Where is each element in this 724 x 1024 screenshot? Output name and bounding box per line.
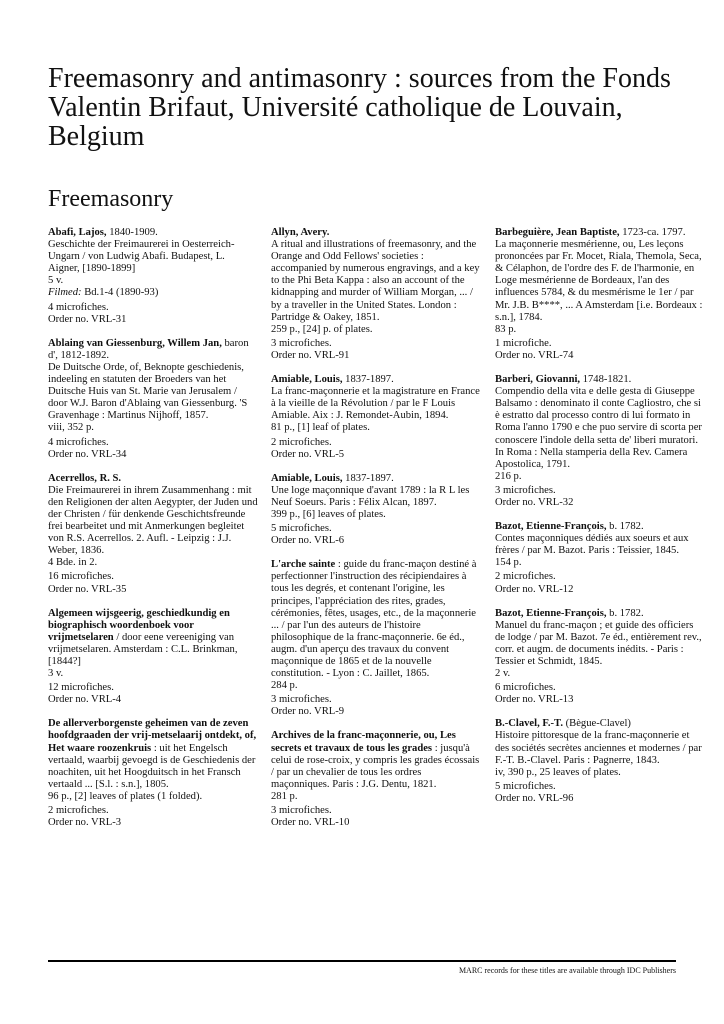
catalog-entry — [48, 718, 258, 829]
catalog-entry — [271, 473, 481, 548]
entry-heading — [271, 227, 481, 239]
entry-heading — [48, 338, 258, 362]
entry-microfiches: 6 microfiches. — [495, 682, 556, 694]
entry-microfiches: 4 microfiches. — [48, 301, 109, 313]
entry-author: Allyn, Avery. — [271, 227, 330, 238]
entry-description: La maçonnerie mesmérienne, ou, Les leçons prononcées par Fr. Mocet, Riala, Themola, Seca, & Célaphon, de l'ordre des F. de l'harmonie, en Loge mesmérienne de Bordeaux, l'an des influences 5784, & du mesmérisme le 1er / par Mr. J.B. B****, ... A Amsterdam [i.e. Bordeaux : s.n.], 1784. — [495, 239, 703, 323]
entry-heading — [495, 227, 705, 239]
section-heading: Freemasonry — [48, 186, 174, 212]
filmed-value: Bd.1-4 (1890-93) — [81, 287, 159, 299]
catalog-entry — [48, 473, 258, 596]
entry-order-number: Order no. VRL-96 — [495, 792, 574, 804]
entry-order-number: Order no. VRL-3 — [48, 817, 122, 829]
entry-dates: 1837-1897. — [342, 472, 394, 484]
entry-dates: 1723-ca. 1797. — [619, 227, 686, 238]
entry-extent: 81 p., [1] leaf of plates. — [271, 422, 370, 434]
entry-microfiches: 3 microfiches. — [495, 484, 556, 496]
catalog-entry — [495, 374, 705, 509]
entry-extent: 4 Bde. in 2. — [48, 557, 98, 569]
catalog-entry — [271, 730, 481, 829]
entry-order-number: Order no. VRL-5 — [271, 448, 345, 460]
entry-microfiches: 5 microfiches. — [495, 780, 556, 792]
entry-heading — [48, 473, 258, 485]
entry-heading — [495, 718, 705, 730]
entry-microfiches: 12 microfiches. — [48, 682, 114, 694]
catalog-entry — [271, 374, 481, 461]
entry-extent: viii, 352 p. — [48, 422, 94, 434]
entry-order-number: Order no. VRL-74 — [495, 349, 574, 361]
entry-dates: b. 1782. — [606, 607, 644, 619]
catalog-entry — [48, 338, 258, 461]
entry-order-number: Order no. VRL-31 — [48, 313, 127, 325]
entry-heading — [495, 374, 705, 386]
entry-order-number: Order no. VRL-4 — [48, 694, 122, 706]
entry-description: Geschichte der Freimaurerei in Oesterreich-Ungarn / von Ludwig Abafi. Budapest, L. Aigner, [1890-1899] — [48, 239, 235, 275]
entry-author: Amiable, Louis, — [271, 472, 343, 484]
entry-order-number: Order no. VRL-35 — [48, 583, 127, 595]
entry-description: / door eene vereeniging van vrijmetselaren. Amsterdam : C.L. Brinkman, [1844?] — [48, 631, 238, 667]
entry-author: L'arche sainte — [271, 559, 336, 571]
entry-extent: iv, 390 p., 25 leaves of plates. — [495, 766, 621, 778]
entry-heading — [48, 227, 258, 239]
catalog-entry — [495, 227, 705, 362]
entry-extent: 2 v. — [495, 668, 511, 680]
entry-microfiches: 2 microfiches. — [495, 571, 556, 583]
entry-description: La franc-maçonnerie et la magistrature en France à la vieille de la Révolution / par le F Louis Amiable. Aix : J. Remondet-Aubin, 1894. — [271, 386, 480, 422]
catalog-entry — [271, 559, 481, 718]
entry-heading — [271, 730, 481, 790]
footer-note: MARC records for these titles are available through IDC Publishers — [458, 966, 676, 975]
entry-heading — [495, 521, 705, 533]
entry-extent: 3 v. — [48, 668, 64, 680]
entry-heading — [271, 374, 481, 386]
entry-heading — [495, 608, 705, 620]
entry-extent: 281 p. — [271, 790, 298, 802]
entry-description: Une loge maçonnique d'avant 1789 : la R L les Neuf Soeurs. Paris : Félix Alcan, 1897. — [271, 484, 470, 508]
entry-microfiches: 2 microfiches. — [48, 805, 109, 817]
entry-extent: 154 p. — [495, 557, 522, 569]
entry-author: Ablaing van Giessenburg, Willem Jan, — [48, 337, 222, 349]
entry-author: Bazot, Etienne-François, — [495, 521, 607, 533]
catalog-entry — [495, 521, 705, 596]
entry-author: Abafi, Lajos, — [48, 227, 107, 238]
entry-order-number: Order no. VRL-34 — [48, 448, 127, 460]
entry-extent: 83 p. — [495, 323, 517, 335]
entry-extent: 284 p. — [271, 680, 298, 692]
catalog-entry — [495, 608, 705, 707]
entry-microfiches: 3 microfiches. — [271, 337, 332, 349]
entry-author: Acerrellos, R. S. — [48, 472, 122, 484]
entry-extent: 216 p. — [495, 470, 522, 482]
entry-description: Compendio della vita e delle gesta di Giuseppe Balsamo : denominato il conte Cagliostro, che si è estratto dal processo contro di lui formato in Roma l'anno 1790 e che puo servire di scorta per conoscere l'indole della setta de' liberi muratori. In Roma : Nella stamperia della Rev. Camera Apostolica, 1791. — [495, 386, 702, 470]
entry-author: B.-Clavel, F.-T. — [495, 718, 563, 730]
entry-microfiches: 5 microfiches. — [271, 523, 332, 535]
entry-description: A ritual and illustrations of freemasonry, and the Orange and Odd Fellows' societies : accompanied by numerous engravings, and a key to the Phi Beta Kappa : also an account of the kidnapping and murder of William Morgan, ... / by a traveller in the United States. London : Partridge & Oakey, 1851. — [271, 239, 480, 323]
entry-author: Amiable, Louis, — [271, 374, 343, 386]
entry-dates: b. 1782. — [606, 521, 644, 533]
entry-microfiches: 1 microfiche. — [495, 337, 552, 349]
entry-order-number: Order no. VRL-32 — [495, 496, 574, 508]
entry-extent: 399 p., [6] leaves of plates. — [271, 508, 386, 520]
entry-dates: 1840-1909. — [106, 227, 158, 238]
entry-order-number: Order no. VRL-10 — [271, 817, 350, 829]
entry-microfiches: 16 microfiches. — [48, 571, 114, 583]
entry-author: Bazot, Etienne-François, — [495, 607, 607, 619]
column-1 — [48, 227, 258, 841]
entry-description: De Duitsche Orde, of, Beknopte geschiedenis, indeeling en statuten der Broeders van het Duitsche Huis van St. Marie van Jerusalem / door W.J. Baron d'Ablaing van Giessenburg. 'S Gravenhage : Martinus Nijhoff, 1857. — [48, 361, 248, 422]
filmed-label: Filmed: — [48, 287, 82, 299]
entry-microfiches: 3 microfiches. — [271, 805, 332, 817]
entry-description: : jusqu'à celui de rose-croix, y compris les grades écossais / par un chevalier de tous les ordres maçonniques. Paris : J.G. Dentu, 1821. — [271, 742, 480, 790]
column-2 — [271, 227, 481, 841]
entry-microfiches: 4 microfiches. — [48, 436, 109, 448]
entry-extent: 259 p., [24] p. of plates. — [271, 323, 373, 335]
catalog-entry — [48, 227, 258, 326]
entry-description: : uit het Engelsch vertaald, waarbij gevoegd is de Geschiedenis der noachiten, uit het Hoogduitsch in het Fransch vertaald ... [S.l. : s.n.], 1805. — [48, 742, 256, 790]
entry-order-number: Order no. VRL-91 — [271, 349, 350, 361]
entry-order-number: Order no. VRL-9 — [271, 706, 345, 718]
entry-description: Contes maçonniques dédiés aux soeurs et aux frères / par M. Bazot. Paris : Teissier, 1845. — [495, 533, 689, 557]
entry-author: Barberi, Giovanni, — [495, 374, 581, 386]
entry-filmed — [48, 287, 258, 299]
entry-description: : guide du franc-maçon destiné à perfectionner l'instruction des récipiendaires à tous les degrés, et contenant l'origine, les principes, l'appréciation des rites, grades, cérémonies, fêtes, usages, etc., de la maçonnerie ... / par l'un des auteurs de l'histoire philosophique de la franc-maçonnerie. 6e éd., augm. d'un aperçu des travaux du convent maçonnique de 1865 et de la nouvelle constitution. - Lyon : C. Jaillet, 1865. — [271, 559, 477, 680]
entry-order-number: Order no. VRL-6 — [271, 535, 345, 547]
catalog-entry — [271, 227, 481, 362]
entry-extent: 96 p., [2] leaves of plates (1 folded). — [48, 790, 203, 802]
catalog-entry — [495, 718, 705, 805]
entry-dates: (Bègue-Clavel) — [562, 718, 631, 730]
entry-order-number: Order no. VRL-13 — [495, 694, 574, 706]
entry-order-number: Order no. VRL-12 — [495, 583, 574, 595]
entry-author: Archives de la franc-maçonnerie, ou, Les secrets et travaux de tous les grades — [271, 730, 456, 754]
entry-heading — [48, 718, 258, 791]
footer-rule — [48, 960, 676, 962]
entry-description: Die Freimaurerei in ihrem Zusammenhang : mit den Religionen der alten Aegypter, der Juden und der Christen / für denkende Geschichtsfreunde frei bearbeitet und mit Anmerkungen begleitet von R.S. Acerrellos. 2. Aufl. - Leipzig : J.J. Weber, 1836. — [48, 484, 258, 557]
entry-dates: 1748-1821. — [580, 374, 632, 386]
entry-heading — [271, 559, 481, 680]
catalog-entry — [48, 608, 258, 707]
entry-author: Algemeen wijsgeerig, geschiedkundig en biographisch woordenboek voor vrijmetselaren — [48, 607, 230, 643]
entry-microfiches: 3 microfiches. — [271, 694, 332, 706]
entry-microfiches: 2 microfiches. — [271, 436, 332, 448]
page-title: Freemasonry and antimasonry : sources from the Fonds Valentin Brifaut, Université catholique de Louvain, Belgium — [48, 63, 671, 152]
column-3 — [495, 227, 705, 817]
entry-author: De allerverborgenste geheimen van de zeven hoofdgraaden der vrij-metselaarij ontdekt, of, Het waare roozenkruis — [48, 718, 257, 754]
entry-author: Barbeguière, Jean Baptiste, — [495, 227, 620, 238]
entry-extent: 5 v. — [48, 275, 64, 287]
entry-dates: 1837-1897. — [342, 374, 394, 386]
entry-dates: baron d', 1812-1892. — [48, 337, 249, 361]
entry-description: Histoire pittoresque de la franc-maçonnerie et des sociétés secrètes anciennes et modernes / par F.-T. B.-Clavel. Paris : Pagnerre, 1843. — [495, 730, 702, 766]
entry-heading — [271, 473, 481, 485]
entry-description: Manuel du franc-maçon ; et guide des officiers de lodge / par M. Bazot. 7e éd., entièrement rev., corr. et augm. de documents inédits. - Paris : Tessier et Schmidt, 1845. — [495, 619, 702, 667]
entry-heading — [48, 608, 258, 668]
